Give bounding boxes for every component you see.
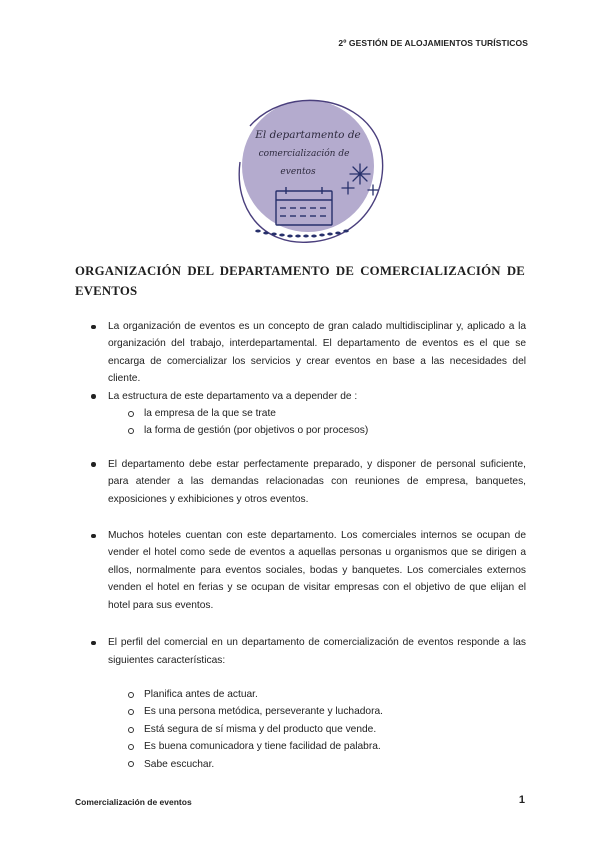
footer-title: Comercialización de eventos	[75, 797, 192, 807]
bullet-item	[90, 318, 526, 388]
bullet-text: Muchos hoteles cuentan con este departamento. Los comerciales internos se ocupan de vender el hotel como sede de eventos a aquellas personas u organismos que se dirigen a ellos, normalmente para eventos sociales, bodas y banquetes. Los comerciales externos venden el hotel en ferias y se ocupan de visitar empresas con el objetivo de que elijan el hotel para sus eventos.	[108, 530, 526, 611]
bullet-text: La estructura de este departamento va a depender de :	[108, 390, 358, 402]
bullet-text: La organización de eventos es un concepto de gran calado multidisciplinar y, aplicado a la organización del trabajo, interdepartamental. El departamento de eventos es el que se encarga de comercializar los servicios y crear eventos en base a las necesidades del cliente.	[108, 321, 526, 385]
bullet-item	[90, 527, 526, 614]
logo-text-line1: El departamento de	[255, 129, 361, 141]
sub-bullet-item: Es buena comunicadora y tiene facilidad de palabra.	[126, 738, 526, 755]
bullet-item	[90, 388, 526, 440]
sub-bullet-item: Está segura de sí misma y del producto que vende.	[126, 721, 526, 738]
logo-text-line3: eventos	[280, 167, 316, 177]
bullet-text: El departamento debe estar perfectamente preparado, y disponer de personal suficiente, para atender a las demandas relacionadas con reuniones de empresa, banquetes, exposiciones y exhibiciones y otros eventos.	[108, 458, 526, 505]
content-list	[90, 318, 526, 773]
section-logo	[228, 90, 388, 250]
bullet-item	[90, 634, 526, 773]
page-header: 2º GESTIÓN DE ALOJAMIENTOS TURÍSTICOS	[338, 38, 528, 48]
bullet-item	[90, 456, 526, 508]
sub-bullet-item: la empresa de la que se trate	[126, 405, 526, 422]
page-number: 1	[518, 794, 525, 806]
sub-bullet-item: la forma de gestión (por objetivos o por procesos)	[126, 422, 526, 439]
bullet-text: El perfil del comercial en un departamento de comercialización de eventos responde a las siguientes características:	[108, 637, 526, 666]
section-title: ORGANIZACIÓN DEL DEPARTAMENTO DE COMERCIALIZACIÓN DE EVENTOS	[75, 264, 525, 298]
sub-bullet-item: Es una persona metódica, perseverante y luchadora.	[126, 703, 526, 720]
sub-bullet-item: Sabe escuchar.	[126, 756, 526, 773]
sub-bullet-item: Planifica antes de actuar.	[126, 686, 526, 703]
logo-circle	[242, 100, 374, 232]
logo-text-line2: comercialización de	[258, 149, 350, 159]
